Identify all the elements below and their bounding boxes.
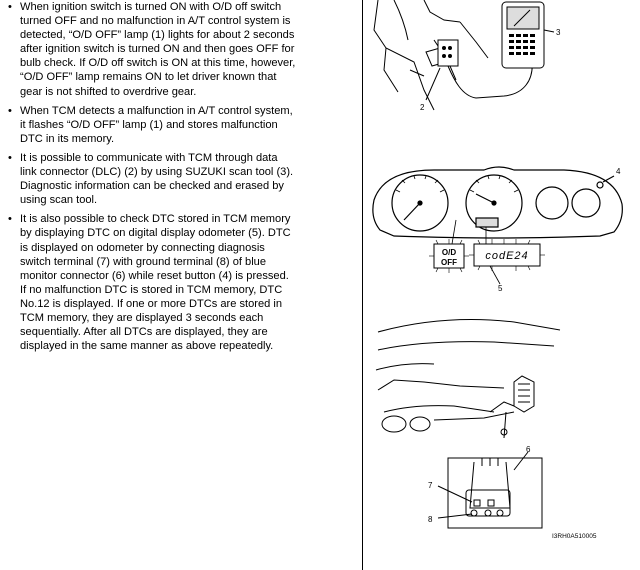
od-lamp-label-bottom: OFF: [441, 258, 457, 267]
callout-6: 6: [526, 445, 531, 454]
instruction-text: [6, 0, 296, 358]
scan-tool-figure: [364, 0, 634, 118]
od-lamp-label-top: O/D: [441, 248, 457, 257]
callout-7: 7: [428, 481, 433, 490]
paragraph-scan-tool: • It is possible to communicate with TCM through data link connector (DLC) (2) by using SUZUKI scan tool (3). Diagnostic information can be checked and erased by using scan tool.: [8, 151, 294, 207]
bullet-list: [6, 0, 296, 353]
odometer-dtc-text: codE24: [485, 250, 529, 262]
figure-code: I3RH0A510005: [552, 533, 597, 540]
callout-5: 5: [498, 284, 503, 293]
paragraph-tcm-malfunction: • When TCM detects a malfunction in A/T control system, it flashes “O/D OFF” lamp (1) and stores malfunction DTC in its memory.: [8, 104, 293, 145]
paragraph-odoff-lamp-check: • When ignition switch is turned ON with O/D off switch turned OFF and no malfunction in A/T control system is detected, “O/D OFF” lamp (1) lights for about 2 seconds after ignition switch is turned ON and then goes OFF for bulb check. If O/D off switch is ON at this time, however, “O/D OFF” lamp remains ON to let driver known that gear is not shifted to overdrive gear.: [8, 1, 296, 98]
callout-4: 4: [616, 167, 621, 176]
monitor-connector-figure: [364, 312, 634, 544]
callout-2: 2: [420, 103, 425, 112]
column-divider: [362, 0, 363, 570]
callout-8: 8: [428, 515, 433, 524]
callout-3: 3: [556, 28, 561, 37]
paragraph-dtc-odometer: • It is also possible to check DTC stored in TCM memory by displaying DTC on digital display odometer (5). DTC is displayed on odometer by connecting diagnosis switch terminal (7) with ground terminal (8) of blue monitor connector (6) while reset button (4) is pressed. If no malfunction DTC is stored in TCM memory, DTC No.12 is displayed. If one or more DTCs are stored in TCM memory, they are displayed 3 seconds each sequentially. After all DTCs are displayed, they are displayed in the same manner as above repeatedly.: [8, 213, 291, 353]
instrument-cluster-figure: [364, 160, 634, 295]
